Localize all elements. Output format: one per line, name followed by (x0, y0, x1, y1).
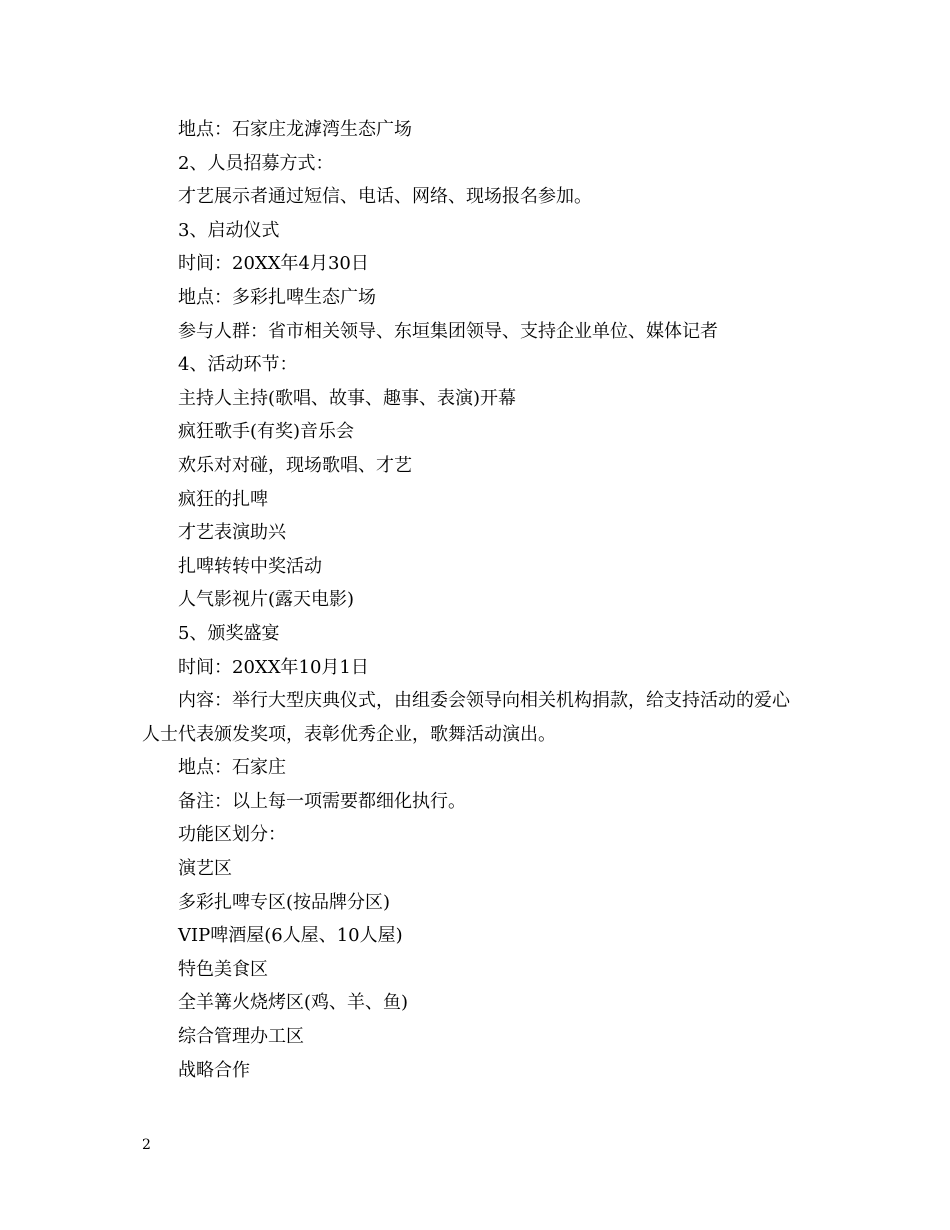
list-item: 扎啤转转中奖活动 (178, 555, 322, 577)
text-line: 备注：以上每一项需要都细化执行。 (178, 790, 466, 812)
text-line: 参与人群：省市相关领导、东垣集团领导、支持企业单位、媒体记者 (178, 320, 718, 342)
page-number: 2 (142, 1137, 151, 1153)
list-item: 综合管理办工区 (178, 1026, 304, 1048)
text-line: 地点：多彩扎啤生态广场 (178, 286, 376, 308)
text-line: 时间：20XX年10月1日 (178, 656, 369, 678)
text-line: 地点：石家庄 (178, 757, 286, 779)
list-item: 主持人主持(歌唱、故事、趣事、表演)开幕 (178, 387, 517, 409)
text-line: 地点：石家庄龙滹湾生态广场 (178, 119, 412, 140)
paragraph-continuation: 人士代表颁发奖项，表彰优秀企业，歌舞活动演出。 (142, 723, 556, 745)
text-line: 才艺展示者通过短信、电话、网络、现场报名参加。 (178, 186, 592, 208)
text-line: 功能区划分： (178, 824, 286, 846)
section-heading: 3、启动仪式 (178, 219, 280, 241)
list-item: 疯狂歌手(有奖)音乐会 (178, 421, 355, 443)
list-item: 演艺区 (178, 858, 232, 880)
list-item: 全羊篝火烧烤区(鸡、羊、鱼) (178, 992, 409, 1014)
list-item: 才艺表演助兴 (178, 522, 286, 544)
section-heading: 4、活动环节： (178, 354, 298, 376)
list-item: 欢乐对对碰，现场歌唱、才艺 (178, 454, 412, 476)
document-body (142, 113, 822, 1087)
section-heading: 5、颁奖盛宴 (178, 622, 280, 644)
list-item: 战略合作 (178, 1059, 250, 1081)
list-item: 多彩扎啤专区(按品牌分区) (178, 891, 391, 913)
section-heading: 2、人员招募方式： (178, 152, 334, 174)
list-item: 特色美食区 (178, 958, 268, 980)
text-line: 时间：20XX年4月30日 (178, 253, 369, 275)
list-item: 人气影视片(露天电影) (178, 589, 355, 611)
list-item: 疯狂的扎啤 (178, 488, 268, 510)
paragraph-line: 内容：举行大型庆典仪式，由组委会领导向相关机构捐款，给支持活动的爱心 (178, 690, 790, 712)
list-item: VIP啤酒屋(6人屋、10人屋) (178, 925, 403, 947)
